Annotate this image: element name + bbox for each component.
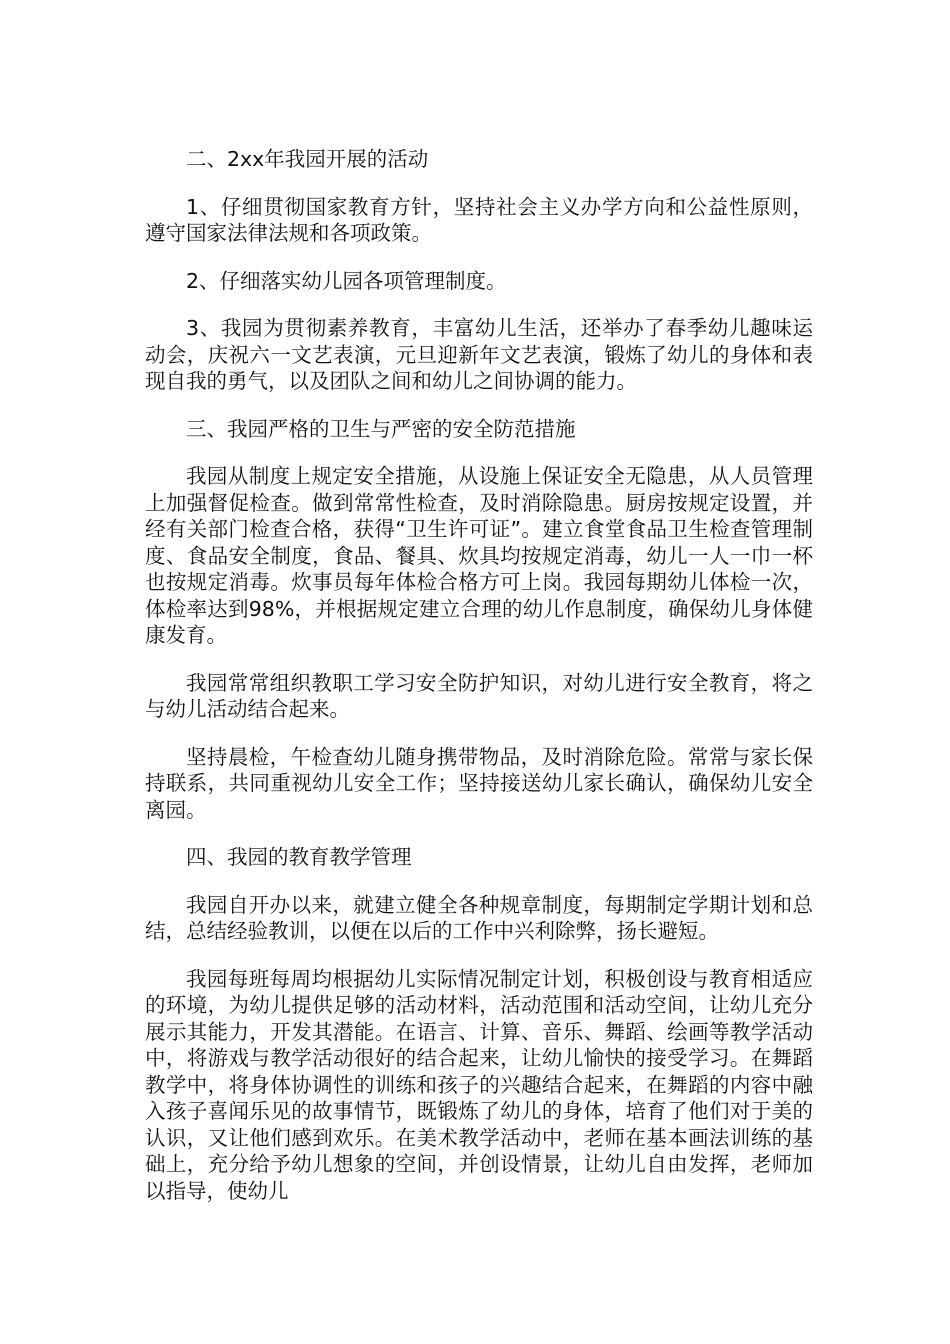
paragraph-teaching-activities: 我园每班每周均根据幼儿实际情况制定计划，积极创设与教育相适应的环境，为幼儿提供足够的活动材料，活动范围和活动空间，让幼儿充分展示其能力，开发其潜能。在语言、计算、音乐、舞蹈、绘画等教学活动中，将游戏与教学活动很好的结合起来，让幼儿愉快的接受学习。在舞蹈教学中，将身体协调性的训练和孩子的兴趣结合起来，在舞蹈的内容中融入孩子喜闻乐见的故事情节，既锻炼了幼儿的身体，培育了他们对于美的认识，又让他们感到欢乐。在美术教学活动中，老师在基本画法训练的基础上，充分给予幼儿想象的空间，并创设情景，让幼儿自由发挥，老师加以指导，使幼儿	[145, 966, 813, 1203]
paragraph-events: 3、我园为贯彻素养教育，丰富幼儿生活，还举办了春季幼儿趣味运动会，庆祝六一文艺表演，元旦迎新年文艺表演，锻炼了幼儿的身体和表现自我的勇气，以及团队之间和幼儿之间协调的能力。	[145, 316, 813, 393]
section-heading-teaching: 四、我园的教育教学管理	[186, 845, 412, 869]
paragraph-regulations: 我园自开办以来，就建立健全各种规章制度，每期制定学期计划和总结，总结经验教训，以便在以后的工作中兴利除弊，扬长避短。	[145, 892, 813, 943]
document-body	[145, 146, 813, 1225]
paragraph-policy: 1、仔细贯彻国家教育方针，坚持社会主义办学方向和公益性原则，遵守国家法律法规和各项政策。	[145, 194, 813, 245]
paragraph-safety-measures: 我园从制度上规定安全措施，从设施上保证安全无隐患，从人员管理上加强督促检查。做到常常性检查，及时消除隐患。厨房按规定设置，并经有关部门检查合格，获得“卫生许可证”。建立食堂食品卫生检查管理制度、食品安全制度，食品、餐具、炊具均按规定消毒，幼儿一人一巾一杯也按规定消毒。炊事员每年体检合格方可上岗。我园每期幼儿体检一次，体检率达到98%，并根据规定建立合理的幼儿作息制度，确保幼儿身体健康发育。	[145, 464, 813, 647]
section-heading-safety: 三、我园严格的卫生与严密的安全防范措施	[186, 416, 576, 441]
section-heading-activities: 二、2xx年我园开展的活动	[186, 147, 429, 171]
paragraph-management: 2、仔细落实幼儿园各项管理制度。	[186, 268, 507, 293]
paragraph-safety-training: 我园常常组织教职工学习安全防护知识，对幼儿进行安全教育，将之与幼儿活动结合起来。	[145, 670, 813, 721]
paragraph-daily-checks: 坚持晨检，午检查幼儿随身携带物品，及时消除危险。常常与家长保持联系，共同重视幼儿安全工作；坚持接送幼儿家长确认，确保幼儿安全离园。	[145, 744, 813, 822]
